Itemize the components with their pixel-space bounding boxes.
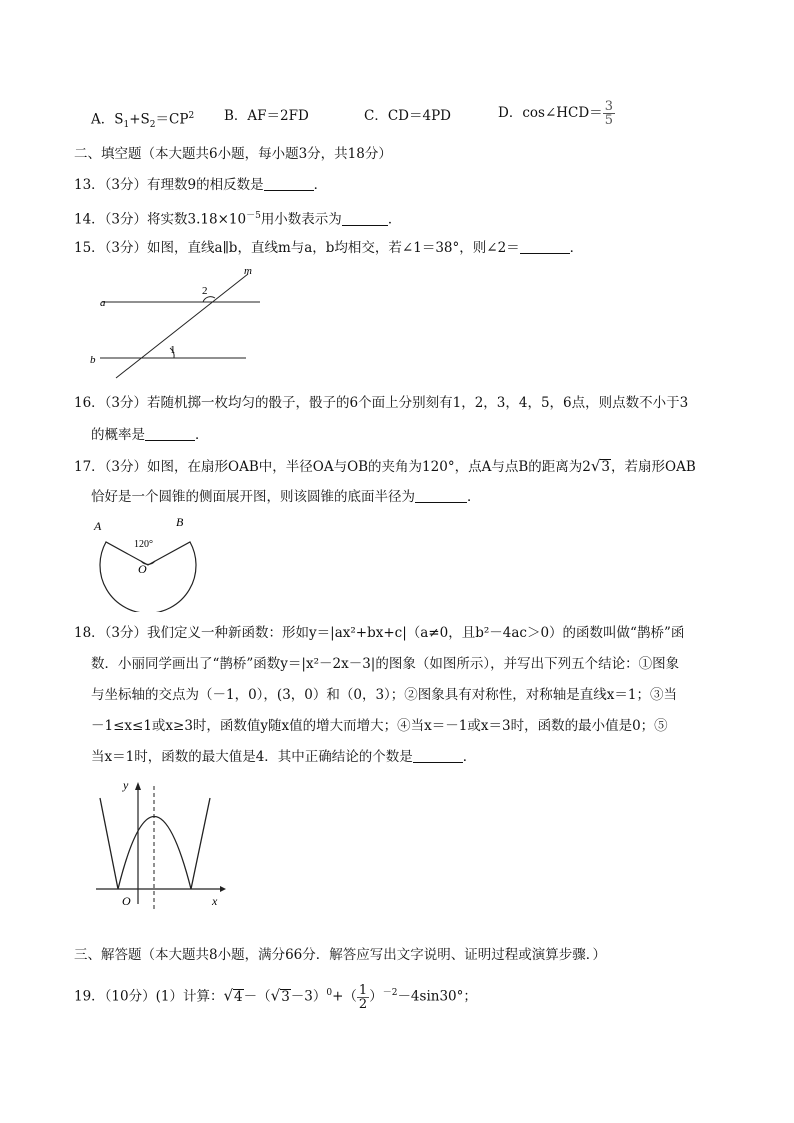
q19-mid1: －（ xyxy=(243,988,271,1005)
q17-sqrt-value: 3 xyxy=(601,459,610,475)
q18-end: ． xyxy=(462,749,477,765)
question-18-line2: 数．小丽同学画出了“鹊桥”函数y＝|x²－2x－3|的图象（如图所示），并写出下列五个结论：①图象 xyxy=(91,656,680,672)
q19-exp-neg2: －2 xyxy=(382,988,398,998)
q19-sqrt-sign-1: √ xyxy=(223,986,234,1005)
q16-text2: 的概率是 xyxy=(91,427,145,443)
label-A: A xyxy=(94,519,102,533)
q17-sqrt-sign: √ xyxy=(590,457,601,475)
label-y: y xyxy=(123,778,129,792)
y-axis-arrow xyxy=(135,782,141,790)
q15-answer-blank[interactable] xyxy=(520,239,570,254)
option-a-sub1: 1 xyxy=(123,120,130,131)
q19-exp0: 0 xyxy=(326,988,333,998)
question-18-line3: 与坐标轴的交点为（－1，0），(3，0）和（0，3）；②图象具有对称性，对称轴是直线x＝1；③当 xyxy=(91,687,678,703)
question-14 xyxy=(74,206,401,230)
q19-fraction xyxy=(357,984,369,1011)
line-m xyxy=(116,274,248,378)
q16-answer-blank[interactable] xyxy=(145,426,195,441)
question-13 xyxy=(74,175,327,195)
question-18-line5 xyxy=(91,747,476,767)
section3-title: 三、解答题（本大题共8小题，满分66分．解答应写出文字说明、证明过程或演算步骤．） xyxy=(74,947,607,963)
q14-answer-blank[interactable] xyxy=(342,211,388,226)
q18-text5: 当x＝1时，函数的最大值是4．其中正确结论的个数是 xyxy=(91,749,413,765)
option-a-text: A．S xyxy=(91,111,124,128)
question-18-line1: 18．（3分）我们定义一种新函数：形如y＝|ax²+bx+c|（a≠0，且b²－4ac＞0）的函数叫做“鹊桥”函 xyxy=(74,625,685,641)
q19-sqrt-sign-2: √ xyxy=(270,986,281,1005)
option-a-sub2: 2 xyxy=(149,120,156,131)
q15-end: ． xyxy=(569,240,584,256)
section2-title: 二、填空题（本大题共6小题，每小题3分，共18分） xyxy=(74,146,392,162)
label-B: B xyxy=(176,515,184,529)
option-a-plus: +S xyxy=(129,111,150,128)
q17-answer-blank[interactable] xyxy=(415,488,467,503)
sector-outline xyxy=(100,542,196,612)
function-curve xyxy=(100,798,210,889)
option-b: B．AF＝2FD xyxy=(224,108,309,124)
label-angle-2: 2 xyxy=(202,285,208,297)
q14-text1: 14．（3分）将实数3.18×10 xyxy=(74,211,247,228)
question-18-line4: －1≤x≤1或x≥3时，函数值y随x值的增大而增大；④当x＝－1或x＝3时，函数的最小值是0；⑤ xyxy=(91,718,668,734)
label-angle-1: 1 xyxy=(170,344,176,356)
q17-text1b: ，若扇形OAB xyxy=(611,459,696,475)
question-17-line2 xyxy=(91,487,481,507)
q19-label: 19．（10分）(1）计算： xyxy=(74,988,224,1005)
label-b: b xyxy=(90,354,96,366)
label-angle-120: 120° xyxy=(134,539,153,550)
q17-text2: 恰好是一个圆锥的侧面展开图，则该圆锥的底面半径为 xyxy=(91,489,415,505)
question-15 xyxy=(74,238,583,258)
q16-end: ． xyxy=(195,427,209,443)
q13-answer-blank[interactable] xyxy=(264,176,314,191)
q17-text1a: 17．（3分）如图，在扇形OAB中，半径OA与OB的夹角为120°，点A与点B的距离为2 xyxy=(74,459,591,475)
q14-exponent: －5 xyxy=(246,211,261,221)
q13-end: ． xyxy=(313,177,328,193)
option-d-fraction xyxy=(603,100,615,127)
option-a-sup: 2 xyxy=(188,111,195,121)
label-a: a xyxy=(100,297,106,309)
q15-text: 15．（3分）如图，直线a∥b，直线m与a，b均相交，若∠1＝38°，则∠2＝ xyxy=(74,240,520,256)
option-c: C．CD＝4PD xyxy=(364,108,451,124)
q15-figure xyxy=(82,262,272,386)
option-a-eq: ＝CP xyxy=(155,111,189,128)
q19-tail: －4sin30°； xyxy=(397,988,477,1005)
q19-plus: +（ xyxy=(332,988,357,1005)
q19-sqrt4: 4 xyxy=(234,988,243,1005)
label-O: O xyxy=(138,562,147,576)
q19-close: ） xyxy=(369,988,383,1005)
question-17-line1 xyxy=(74,456,696,477)
option-d-numerator: 3 xyxy=(604,99,613,114)
label-x: x xyxy=(212,894,218,908)
q14-text2: 用小数表示为 xyxy=(260,211,342,228)
q19-numerator: 1 xyxy=(358,982,368,998)
question-16-line1: 16．（3分）若随机掷一枚均匀的骰子，骰子的6个面上分别刻有1，2，3，4，5，6点，则点数不小于3 xyxy=(74,395,689,411)
option-d xyxy=(498,100,615,127)
q18-answer-blank[interactable] xyxy=(413,748,463,763)
option-d-text: D．cos∠HCD＝ xyxy=(498,105,603,121)
q13-text: 13．（3分）有理数9的相反数是 xyxy=(74,177,264,193)
q19-denominator: 2 xyxy=(358,996,368,1012)
q17-sector-figure xyxy=(86,512,206,612)
label-origin: O xyxy=(122,894,131,908)
question-19 xyxy=(74,978,477,1012)
q19-mid2: －3） xyxy=(290,988,327,1005)
q18-graph-figure xyxy=(90,776,230,912)
label-m: m xyxy=(244,265,252,277)
x-axis-arrow xyxy=(220,886,226,892)
option-d-denominator: 5 xyxy=(604,113,613,128)
option-a xyxy=(91,106,194,135)
q14-end: ． xyxy=(387,211,402,228)
q17-end: ． xyxy=(467,489,481,505)
question-16-line2 xyxy=(91,425,209,445)
q19-sqrt3: 3 xyxy=(281,988,290,1005)
